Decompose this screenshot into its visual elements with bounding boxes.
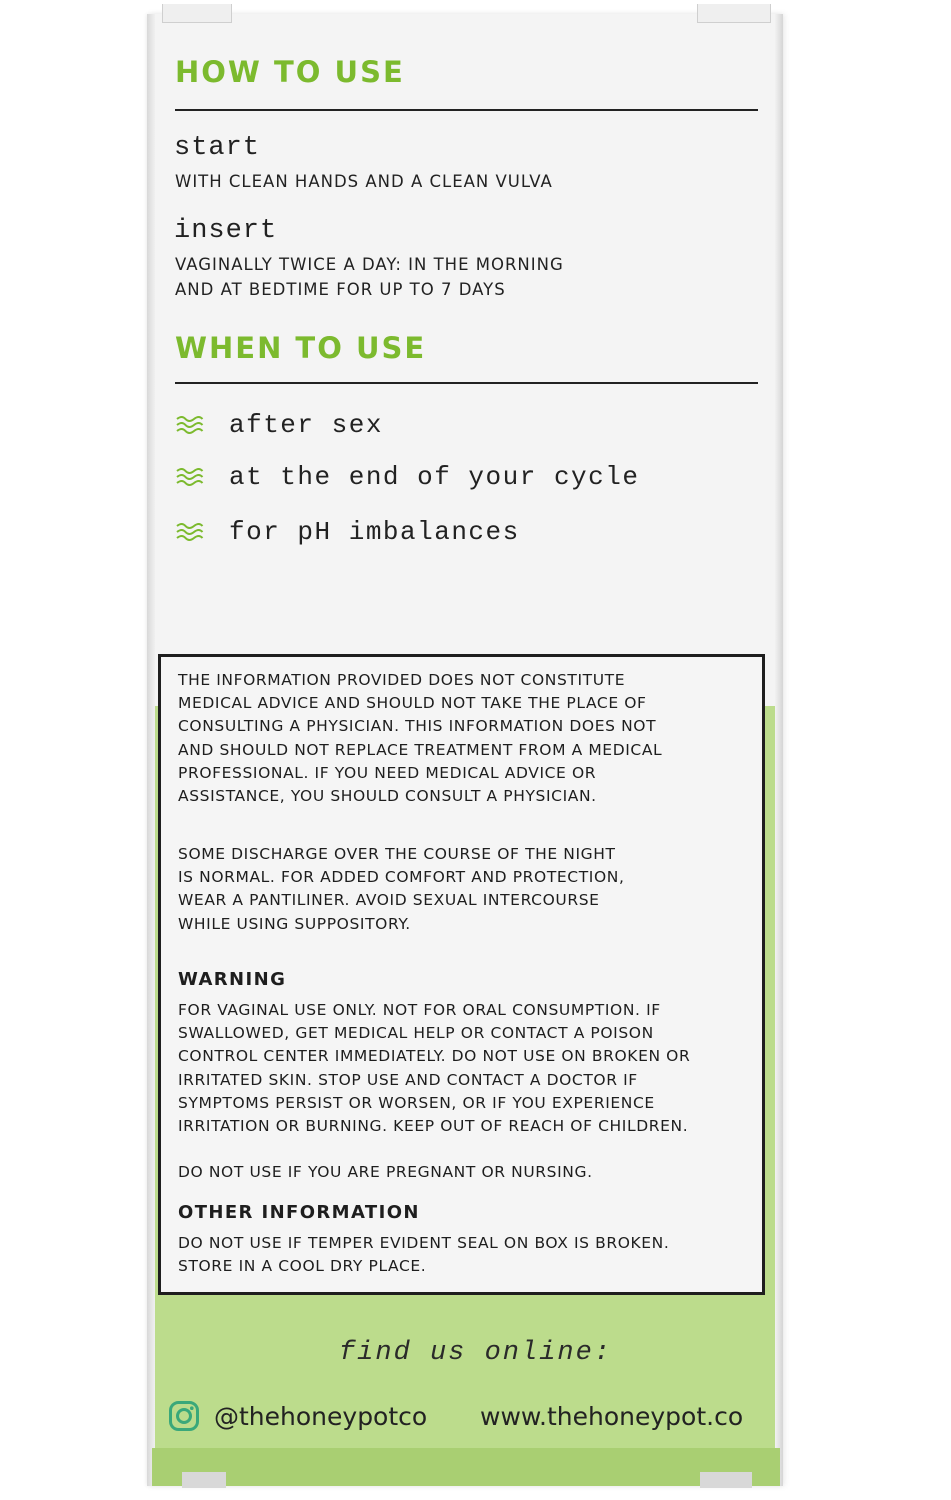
- pregnancy-warning: DO NOT USE IF YOU ARE PREGNANT OR NURSING.: [178, 1163, 593, 1181]
- when-item-text: after sex: [229, 410, 383, 440]
- step-start-word: start: [174, 133, 261, 163]
- warning-text: FOR VAGINAL USE ONLY. NOT FOR ORAL CONSUMPTION. IF SWALLOWED, GET MEDICAL HELP OR CONTACT A POISON CONTROL CENTER IMMEDIATELY. DO NOT USE ON BROKEN OR IRRITATED SKIN. STOP USE AND CONTACT A DOCTOR IF SYMPTOMS PERSIST OR WORSEN, OR IF YOU EXPERIENCE IRRITATION OR BURNING. KEEP OUT OF REACH OF CHILDREN.: [178, 1001, 691, 1136]
- instagram-handle: @thehoneypotco: [214, 1401, 428, 1431]
- other-information-text: DO NOT USE IF TEMPER EVIDENT SEAL ON BOX IS BROKEN. STORE IN A COOL DRY PLACE.: [178, 1234, 670, 1276]
- when-item: [175, 408, 383, 442]
- box-edge-left: [147, 14, 155, 1486]
- warning-heading: WARNING: [178, 969, 287, 990]
- when-to-use-heading: WHEN TO USE: [175, 331, 427, 365]
- disclaimer-text: THE INFORMATION PROVIDED DOES NOT CONSTITUTE MEDICAL ADVICE AND SHOULD NOT TAKE THE PLACE OF CONSULTING A PHYSICIAN. THIS INFORMATION DOES NOT AND SHOULD NOT REPLACE TREATMENT FROM A MEDICAL PROFESSIONAL. IF YOU NEED MEDICAL ADVICE OR ASSISTANCE, YOU SHOULD CONSULT A PHYSICIAN.: [178, 671, 663, 806]
- when-item-text: for pH imbalances: [229, 517, 520, 547]
- how-to-use-rule: [175, 109, 758, 111]
- bottom-strip: [152, 1448, 780, 1486]
- other-information-heading: OTHER INFORMATION: [178, 1202, 420, 1223]
- website-url: www.thehoneypot.co: [480, 1402, 744, 1431]
- when-item: [175, 460, 639, 494]
- wave-icon: [175, 466, 205, 488]
- how-to-use-heading: HOW TO USE: [175, 55, 405, 89]
- when-item-text: at the end of your cycle: [229, 462, 640, 492]
- wave-icon: [175, 414, 205, 436]
- instagram-icon: [168, 1400, 200, 1432]
- bottom-flap-right: [700, 1472, 752, 1488]
- step-insert-detail: VAGINALLY TWICE A DAY: IN THE MORNING AND AT BEDTIME FOR UP TO 7 DAYS: [175, 255, 564, 299]
- find-us-online: find us online:: [338, 1338, 613, 1368]
- top-flap-right: [697, 4, 771, 23]
- when-to-use-rule: [175, 382, 758, 384]
- bottom-flap-left: [182, 1472, 226, 1488]
- wave-icon: [175, 521, 205, 543]
- step-start-detail: WITH CLEAN HANDS AND A CLEAN VULVA: [175, 172, 553, 191]
- social-handle-row: [168, 1400, 427, 1432]
- discharge-text: SOME DISCHARGE OVER THE COURSE OF THE NIGHT IS NORMAL. FOR ADDED COMFORT AND PROTECTION, WEAR A PANTILINER. AVOID SEXUAL INTERCOURSE WHILE USING SUPPOSITORY.: [178, 845, 625, 933]
- when-item: [175, 515, 520, 549]
- box-edge-right: [775, 14, 783, 1486]
- top-flap-left: [162, 4, 232, 23]
- step-insert-word: insert: [174, 216, 278, 246]
